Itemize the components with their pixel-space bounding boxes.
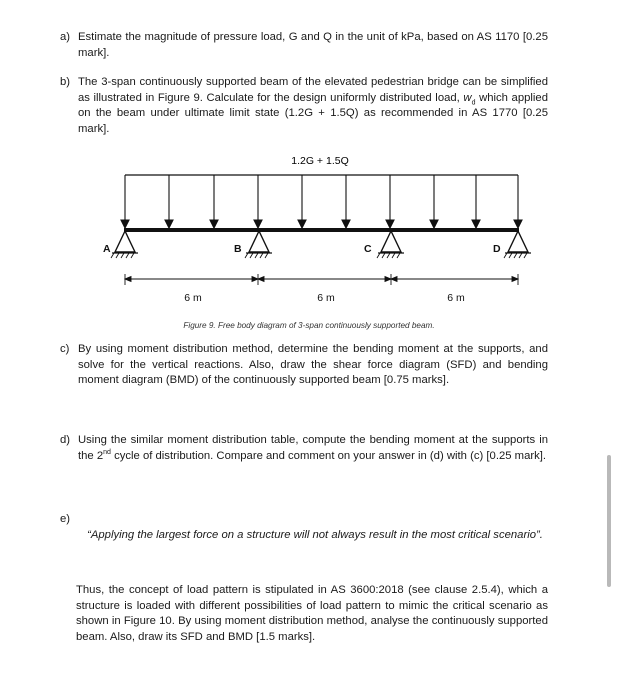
support-d — [504, 231, 531, 258]
span-label-bc: 6 m — [317, 292, 335, 304]
load-arrow — [386, 175, 394, 228]
load-arrows — [121, 175, 522, 228]
question-d-text: Using the similar moment distribution table, compute the bending moment at the supports in the 2nd cycle of distribution. Compare and comment on your answer in (d) with (c) [0.25 mark]. — [78, 434, 548, 462]
question-a-label: a) — [60, 31, 71, 43]
question-e — [76, 583, 548, 645]
support-c — [377, 231, 404, 258]
vertical-scrollbar[interactable] — [607, 455, 611, 587]
support-b — [245, 231, 272, 258]
question-d-label: d) — [60, 434, 71, 446]
support-a — [111, 231, 138, 258]
support-label-d: D — [493, 243, 501, 255]
load-arrow — [342, 175, 350, 228]
question-e-quote: “Applying the largest force on a structure will not always result in the most critical scenario”. — [87, 529, 543, 541]
load-arrow — [430, 175, 438, 228]
span-label-cd: 6 m — [447, 292, 465, 304]
load-arrow — [121, 175, 129, 228]
question-b-label: b) — [60, 76, 71, 88]
question-e-label: e) — [60, 513, 71, 525]
question-b — [60, 75, 548, 137]
wd-symbol: w — [463, 91, 472, 104]
superscript-nd: nd — [103, 448, 111, 456]
load-arrow — [254, 175, 262, 228]
wd-subscript: d — [471, 98, 476, 106]
load-arrow — [210, 175, 218, 228]
question-d — [60, 433, 548, 464]
question-c — [60, 342, 548, 389]
question-c-text: By using moment distribution method, determine the bending moment at the supports, and solve for the vertical reactions. Also, draw the shear force diagram (SFD) and bending moment diagram (BMD) of the continuously supported beam [0.75 marks]. — [78, 343, 548, 387]
load-arrow — [165, 175, 173, 228]
figure-caption: Figure 9. Free body diagram of 3-span continuously supported beam. — [183, 321, 435, 330]
question-c-label: c) — [60, 343, 70, 355]
question-b-text: The 3-span continuously supported beam of the elevated pedestrian bridge can be simplified as illustrated in Figure 9. Calculate for the design uniformly distributed load, $w_d$ which applied on the beam under ultimate limit state (1.2G + 1.5Q) as recommended in AS 1770 [0.25 mark]. — [78, 76, 548, 135]
support-label-c: C — [364, 243, 372, 255]
load-label: 1.2G + 1.5Q — [291, 155, 349, 167]
question-e-text: Thus, the concept of load pattern is stipulated in AS 3600:2018 (see clause 2.5.4), which a structure is loaded with different possibilities of load pattern to mimic the critical scenario as shown in Figure 10. By using moment distribution method, analyse the continuously supported beam. Also, draw its SFD and BMD [1.5 marks]. — [76, 584, 548, 643]
dimension-line — [125, 274, 518, 285]
span-label-ab: 6 m — [184, 292, 202, 304]
question-a — [60, 30, 548, 61]
load-arrow — [514, 175, 522, 228]
beam-figure — [0, 150, 618, 320]
question-a-text: Estimate the magnitude of pressure load, G and Q in the unit of kPa, based on AS 1170 [0.25 mark]. — [78, 31, 548, 59]
load-arrow — [472, 175, 480, 228]
support-label-a: A — [103, 243, 111, 255]
load-arrow — [298, 175, 306, 228]
support-label-b: B — [234, 243, 242, 255]
